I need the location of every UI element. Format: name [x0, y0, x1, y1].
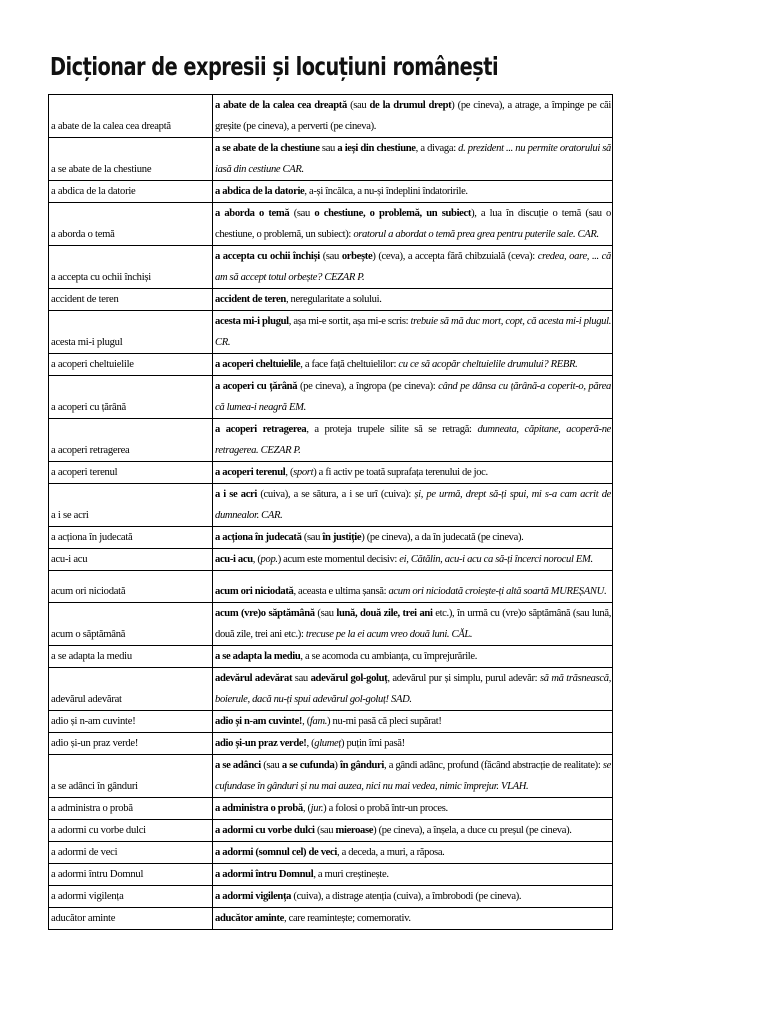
- headword-text: în gânduri: [340, 760, 385, 771]
- expression-cell: a adormi cu vorbe dulci: [49, 820, 213, 842]
- expression-cell: a adormi vigilența: [49, 886, 213, 908]
- example-text: trebuie să mă duc mort, copt, că acesta mi-i plugul. CR.: [215, 316, 611, 348]
- headword-text: o chestiune, o problemă, un subiect: [314, 208, 472, 219]
- example-text: să mă trăsnească, boierule, dacă nu-ți spui adevărul gol-goluț! SAD.: [215, 673, 611, 705]
- headword-text: a ieși din chestiune: [337, 143, 416, 154]
- headword-text: a accepta cu ochii închiși: [215, 251, 320, 262]
- expression-cell: aducător aminte: [49, 908, 213, 930]
- headword-text: adevărul gol-goluț: [310, 673, 388, 684]
- example-text: acum ori niciodată croiește-ți altă soartă MUREȘANU: [388, 586, 604, 597]
- table-row: [49, 484, 613, 527]
- definition-text: , a divaga:: [415, 143, 459, 154]
- headword-text: a acoperi cu țărână: [215, 381, 298, 392]
- definition-text: , a-și încălca, a nu-și îndeplini îndatoririle.: [304, 186, 468, 197]
- definition-text: , a face față cheltuielilor:: [300, 359, 399, 370]
- headword-text: a adormi cu vorbe dulci: [215, 825, 315, 836]
- expression-cell: a se adapta la mediu: [49, 646, 213, 668]
- headword-text: a abate de la calea cea dreaptă: [215, 100, 347, 111]
- headword-text: a adormi (somnul cel) de veci: [215, 847, 337, 858]
- definition-text: (sau: [301, 532, 323, 543]
- table-row: [49, 842, 613, 864]
- definition-text: , a proteja trupele silite să se retragă:: [306, 424, 478, 435]
- definition-cell: [213, 668, 613, 711]
- headword-text: a acoperi retragerea: [215, 424, 307, 435]
- table-row: [49, 354, 613, 376]
- definition-text: (cuiva), a se sătura, a i se urî (cuiva):: [257, 489, 415, 500]
- headword-text: accident de teren: [215, 294, 286, 305]
- table-row: [49, 733, 613, 755]
- headword-text: a i se acri: [215, 489, 257, 500]
- definition-cell: [213, 755, 613, 798]
- definition-cell: [213, 138, 613, 181]
- expression-cell: accident de teren: [49, 289, 213, 311]
- expression-cell: a i se acri: [49, 484, 213, 527]
- expression-cell: adevărul adevărat: [49, 668, 213, 711]
- headword-text: a aborda o temă: [215, 208, 290, 219]
- headword-text: acu-i acu: [215, 554, 253, 565]
- expression-cell: a acoperi retragerea: [49, 419, 213, 462]
- expression-cell: a acționa în judecată: [49, 527, 213, 549]
- definition-text: ): [334, 760, 340, 771]
- headword-text: a adormi întru Domnul: [215, 869, 314, 880]
- definition-cell: [213, 842, 613, 864]
- definition-text: sau: [292, 673, 311, 684]
- definition-cell: [213, 571, 613, 603]
- example-text: ei, Cătălin, acu-i acu ca să-ți încerci norocul EM.: [399, 554, 593, 565]
- definition-text: , adevărul pur și simplu, purul adevăr:: [387, 673, 540, 684]
- table-row: [49, 755, 613, 798]
- definition-text: , (: [302, 716, 310, 727]
- definition-text: (sau: [289, 208, 315, 219]
- example-text: glumeț: [314, 738, 341, 749]
- definition-text: .: [603, 586, 607, 597]
- definition-text: , neregularitate a solului.: [285, 294, 382, 305]
- example-text: oratorul a abordat o temă prea grea pentru puterile sale. CAR.: [353, 229, 599, 240]
- definition-cell: [213, 181, 613, 203]
- table-row: [49, 138, 613, 181]
- definition-text: , (: [285, 467, 294, 478]
- table-row: [49, 603, 613, 646]
- expression-cell: a acoperi cu țărână: [49, 376, 213, 419]
- table-row: [49, 908, 613, 930]
- definition-text: , așa mi-e sortit, așa mi-e scris:: [288, 316, 411, 327]
- headword-text: orbește: [341, 251, 373, 262]
- expression-cell: a acoperi cheltuielile: [49, 354, 213, 376]
- definition-cell: [213, 733, 613, 755]
- expression-cell: a acoperi terenul: [49, 462, 213, 484]
- definition-text: ), a lua în discuție o temă (sau o chestiune, o problemă, un subiect):: [215, 208, 611, 240]
- definition-text: ) acum este momentul decisiv:: [277, 554, 400, 565]
- definition-text: ) a folosi o probă într-un proces.: [323, 803, 448, 814]
- headword-text: în justiție: [322, 532, 362, 543]
- headword-text: a abdica de la datorie: [215, 186, 305, 197]
- headword-text: a acoperi cheltuielile: [215, 359, 301, 370]
- definition-cell: [213, 603, 613, 646]
- table-row: [49, 311, 613, 354]
- table-row: [49, 646, 613, 668]
- headword-text: acum ori niciodată: [215, 586, 294, 597]
- headword-text: a acționa în judecată: [215, 532, 302, 543]
- expression-cell: a se adânci în gânduri: [49, 755, 213, 798]
- table-row: [49, 419, 613, 462]
- example-text: și, pe urmă, drept să-ți spui, mi s-a cam acrit de dumnealor. CAR.: [215, 489, 611, 521]
- table-row: [49, 462, 613, 484]
- definition-cell: [213, 484, 613, 527]
- table-row: [49, 95, 613, 138]
- example-text: cu ce să acopăr cheltuielile drumului? REBR.: [398, 359, 578, 370]
- table-row: [49, 711, 613, 733]
- example-text: sport: [293, 467, 314, 478]
- table-row: [49, 798, 613, 820]
- headword-text: a administra o probă: [215, 803, 303, 814]
- definition-cell: [213, 354, 613, 376]
- example-text: când pe dânsa cu țărână-a coperit-o, părea că lumea-i neagră EM.: [215, 381, 611, 413]
- headword-text: aducător aminte: [215, 913, 284, 924]
- expression-cell: a abate de la calea cea dreaptă: [49, 95, 213, 138]
- table-row: [49, 246, 613, 289]
- expression-cell: adio și n-am cuvinte!: [49, 711, 213, 733]
- definition-text: ) nu-mi pasă că pleci supărat!: [327, 716, 442, 727]
- definition-text: (cuiva), a distrage atenția (cuiva), a îmbrobodi (pe cineva).: [291, 891, 522, 902]
- expression-cell: adio și-un praz verde!: [49, 733, 213, 755]
- expressions-table: [48, 94, 613, 930]
- definition-cell: [213, 311, 613, 354]
- definition-cell: [213, 419, 613, 462]
- definition-text: ) a fi activ pe toată suprafața terenului de joc.: [313, 467, 488, 478]
- definition-text: , (: [302, 803, 311, 814]
- definition-text: , (: [306, 738, 315, 749]
- definition-cell: [213, 646, 613, 668]
- definition-text: , a deceda, a muri, a răposa.: [336, 847, 445, 858]
- definition-text: , a se acomoda cu ambianța, cu împrejurările.: [300, 651, 478, 662]
- table-body: [49, 95, 613, 930]
- definition-cell: [213, 908, 613, 930]
- expression-cell: a abdica de la datorie: [49, 181, 213, 203]
- definition-text: ) (pe cineva), a da în judecată (pe cineva).: [361, 532, 524, 543]
- headword-text: acum (vre)o săptămână: [215, 608, 315, 619]
- definition-cell: [213, 376, 613, 419]
- expression-cell: acum ori niciodată: [49, 571, 213, 603]
- headword-text: de la drumul drept: [369, 100, 452, 111]
- definition-text: sau: [319, 143, 338, 154]
- definition-text: , a gândi adânc, profund (făcând abstracție de realitate):: [384, 760, 603, 771]
- headword-text: adio și-un praz verde!: [215, 738, 307, 749]
- headword-text: acesta mi-i plugul: [215, 316, 289, 327]
- table-row: [49, 376, 613, 419]
- definition-cell: [213, 864, 613, 886]
- table-row: [49, 668, 613, 711]
- definition-cell: [213, 549, 613, 571]
- example-text: pop.: [260, 554, 278, 565]
- example-text: jur.: [310, 803, 324, 814]
- expression-cell: acu-i acu: [49, 549, 213, 571]
- definition-text: etc.), în urmă cu (vre)o săptămână (sau lună, două zile, trei ani etc.):: [215, 608, 611, 640]
- expression-cell: a aborda o temă: [49, 203, 213, 246]
- definition-cell: [213, 246, 613, 289]
- example-text: d. prezident ... nu permite oratorului să iasă din cestiune CAR.: [215, 143, 612, 175]
- expression-cell: a adormi de veci: [49, 842, 213, 864]
- example-text: fam.: [309, 716, 328, 727]
- definition-cell: [213, 798, 613, 820]
- expression-cell: a accepta cu ochii închiși: [49, 246, 213, 289]
- definition-text: (sau: [319, 251, 342, 262]
- definition-text: ) (pe cineva), a atrage, a împinge pe căi greșite (pe cineva), a perverti (pe cineva).: [215, 100, 611, 132]
- example-text: se cufundase în gânduri și nu mai auzea, nici nu mai vedea, nimic împrejur. VLAH.: [215, 760, 611, 792]
- expression-cell: a se abate de la chestiune: [49, 138, 213, 181]
- definition-text: , (: [252, 554, 261, 565]
- definition-text: (sau: [314, 825, 336, 836]
- table-row: [49, 181, 613, 203]
- table-row: [49, 571, 613, 603]
- table-row: [49, 886, 613, 908]
- definition-cell: [213, 203, 613, 246]
- table-row: [49, 820, 613, 842]
- table-row: [49, 549, 613, 571]
- table-row: [49, 289, 613, 311]
- definition-cell: [213, 289, 613, 311]
- headword-text: mieroase: [335, 825, 374, 836]
- expression-cell: a adormi întru Domnul: [49, 864, 213, 886]
- headword-text: adevărul adevărat: [215, 673, 293, 684]
- definition-text: (sau: [346, 100, 370, 111]
- definition-text: ) (pe cineva), a înșela, a duce cu preșul (pe cineva).: [373, 825, 572, 836]
- definition-text: (pe cineva), a îngropa (pe cineva):: [297, 381, 439, 392]
- definition-cell: [213, 462, 613, 484]
- definition-text: , a muri creștinește.: [313, 869, 389, 880]
- headword-text: adio și n-am cuvinte!: [215, 716, 303, 727]
- definition-text: ) (ceva), a accepta fără chibzuială (ceva):: [372, 251, 538, 262]
- headword-text: a se cufunda: [281, 760, 335, 771]
- headword-text: a se adapta la mediu: [215, 651, 301, 662]
- headword-text: lună, două zile, trei ani: [336, 608, 433, 619]
- definition-cell: [213, 95, 613, 138]
- definition-cell: [213, 886, 613, 908]
- definition-text: (sau: [260, 760, 282, 771]
- table-row: [49, 527, 613, 549]
- definition-text: , aceasta e ultima șansă:: [293, 586, 389, 597]
- definition-text: (sau: [314, 608, 337, 619]
- table-row: [49, 203, 613, 246]
- definition-cell: [213, 527, 613, 549]
- expression-cell: a administra o probă: [49, 798, 213, 820]
- definition-text: ) puțin îmi pasă!: [340, 738, 405, 749]
- headword-text: a se abate de la chestiune: [215, 143, 320, 154]
- headword-text: a adormi vigilența: [215, 891, 292, 902]
- definition-cell: [213, 820, 613, 842]
- headword-text: a acoperi terenul: [215, 467, 286, 478]
- definition-text: , care reamintește; comemorativ.: [284, 913, 411, 924]
- example-text: trecuse pe la ei acum vreo două luni. CĂL.: [305, 629, 473, 640]
- headword-text: a se adânci: [215, 760, 261, 771]
- expression-cell: acum o săptămână: [49, 603, 213, 646]
- definition-cell: [213, 711, 613, 733]
- example-text: credea, oare, ... că am să accept totul orbește? CEZAR P.: [215, 251, 611, 283]
- table-row: [49, 864, 613, 886]
- document-title: Dicționar de expresii și locuțiuni românești: [50, 52, 499, 81]
- example-text: dumneata, căpitane, acoperă-ne retragerea. CEZAR P.: [215, 424, 611, 456]
- expression-cell: acesta mi-i plugul: [49, 311, 213, 354]
